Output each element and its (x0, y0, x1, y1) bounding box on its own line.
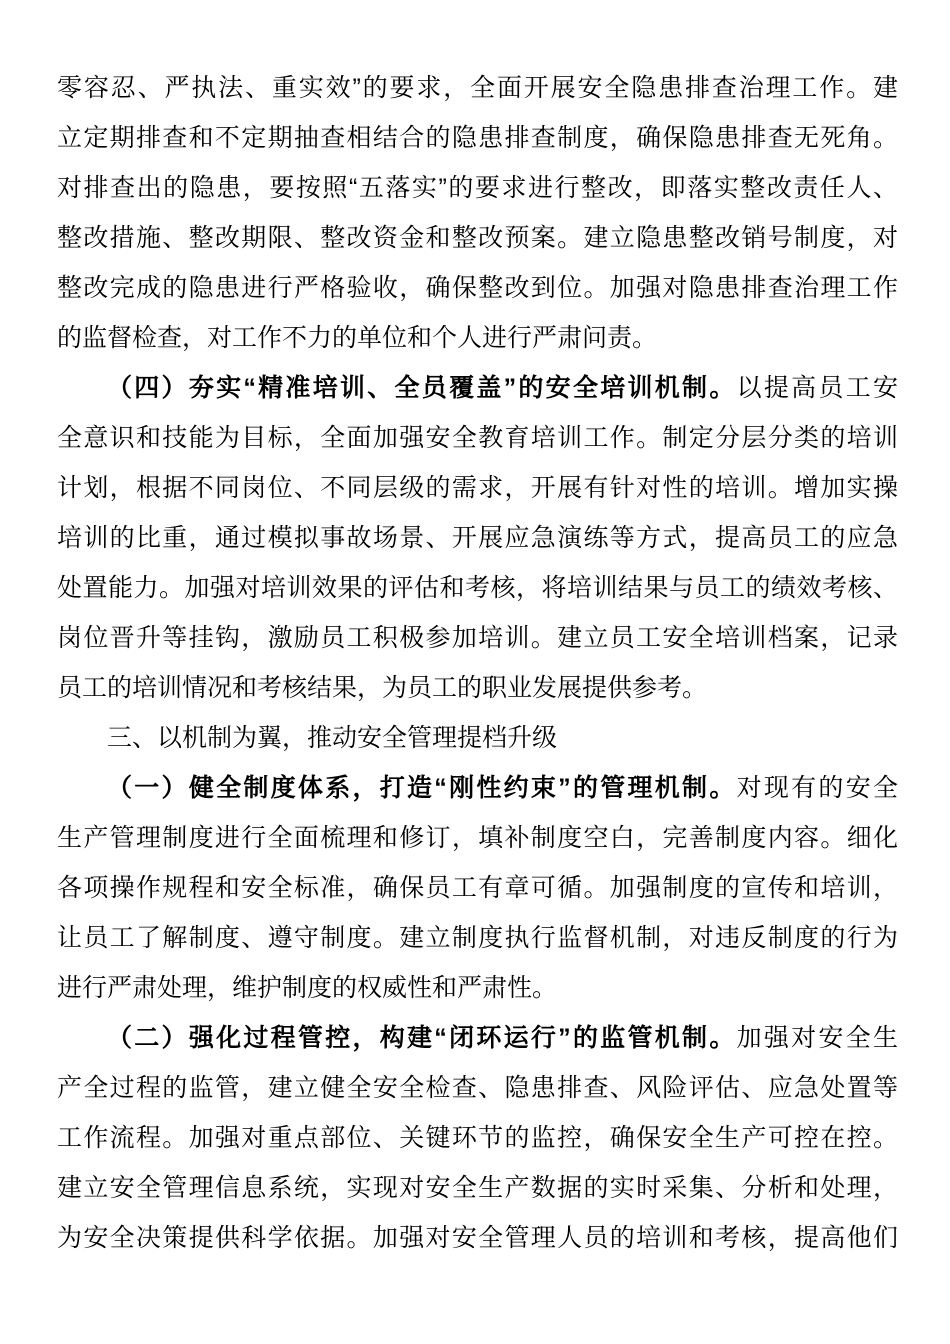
text-segment: 生产管理制度进行全面梳理和修订，填补制度空白，完善制度内容。细化 (57, 824, 898, 852)
text-line (57, 963, 898, 1013)
bold-text-segment: （四）夯实“精准培训、全员覆盖”的安全培训机制。 (107, 374, 737, 402)
text-segment: 产全过程的监管，建立健全安全检查、隐患排查、风险评估、应急处置等 (57, 1074, 898, 1102)
text-line (57, 763, 898, 813)
text-segment: 全意识和技能为目标，全面加强安全教育培训工作。制定分层分类的培训 (57, 424, 898, 452)
text-segment: 零容忍、严执法、重实效”的要求，全面开展安全隐患排查治理工作。建 (57, 74, 898, 102)
text-line (57, 1213, 898, 1263)
text-line (57, 913, 898, 963)
bold-text-segment: （二）强化过程管控，构建“闭环运行”的监管机制。 (107, 1024, 737, 1052)
text-segment: 对现有的安全 (736, 774, 898, 802)
text-line (57, 713, 898, 763)
text-segment: 的监督检查，对工作不力的单位和个人进行严肃问责。 (57, 324, 658, 352)
text-line (57, 363, 898, 413)
text-segment: 建立安全管理信息系统，实现对安全生产数据的实时采集、分析和处理， (57, 1174, 898, 1202)
text-segment: 加强对安全生 (736, 1024, 898, 1052)
text-segment: 进行严肃处理，维护制度的权威性和严肃性。 (57, 974, 558, 1002)
text-line (57, 413, 898, 463)
text-line (57, 463, 898, 513)
bold-text-segment: （一）健全制度体系，打造“刚性约束”的管理机制。 (107, 774, 737, 802)
text-segment: 整改完成的隐患进行严格验收，确保整改到位。加强对隐患排查治理工作 (57, 274, 898, 302)
text-segment: 整改措施、整改期限、整改资金和整改预案。建立隐患整改销号制度，对 (57, 224, 898, 252)
text-segment: 工作流程。加强对重点部位、关键环节的监控，确保安全生产可控在控。 (57, 1124, 898, 1152)
text-segment: 处置能力。加强对培训效果的评估和考核，将培训结果与员工的绩效考核、 (57, 574, 898, 602)
text-segment: 以提高员工安 (736, 374, 898, 402)
text-line (57, 163, 898, 213)
text-line (57, 813, 898, 863)
text-segment: 为安全决策提供科学依据。加强对安全管理人员的培训和考核，提高他们 (57, 1224, 898, 1252)
text-line (57, 513, 898, 563)
text-segment: 对排查出的隐患，要按照“五落实”的要求进行整改，即落实整改责任人、 (57, 174, 898, 202)
text-segment: 三、以机制为翼，推动安全管理提档升级 (107, 724, 558, 752)
text-segment: 岗位晋升等挂钩，激励员工积极参加培训。建立员工安全培训档案，记录 (57, 624, 898, 652)
text-line (57, 1163, 898, 1213)
text-segment: 培训的比重，通过模拟事故场景、开展应急演练等方式，提高员工的应急 (57, 524, 898, 552)
text-segment: 员工的培训情况和考核结果，为员工的职业发展提供参考。 (57, 674, 708, 702)
text-line (57, 63, 898, 113)
text-line (57, 1113, 898, 1163)
text-line (57, 863, 898, 913)
text-line (57, 613, 898, 663)
text-segment: 立定期排查和不定期抽查相结合的隐患排查制度，确保隐患排查无死角。 (57, 124, 898, 152)
text-line (57, 313, 898, 363)
text-segment: 计划，根据不同岗位、不同层级的需求，开展有针对性的培训。增加实操 (57, 474, 898, 502)
text-line (57, 663, 898, 713)
text-segment: 各项操作规程和安全标准，确保员工有章可循。加强制度的宣传和培训， (57, 874, 898, 902)
text-line (57, 213, 898, 263)
text-line (57, 1013, 898, 1063)
text-line (57, 113, 898, 163)
text-segment: 让员工了解制度、遵守制度。建立制度执行监督机制，对违反制度的行为 (57, 924, 898, 952)
text-line (57, 263, 898, 313)
text-line (57, 1063, 898, 1113)
text-line (57, 563, 898, 613)
